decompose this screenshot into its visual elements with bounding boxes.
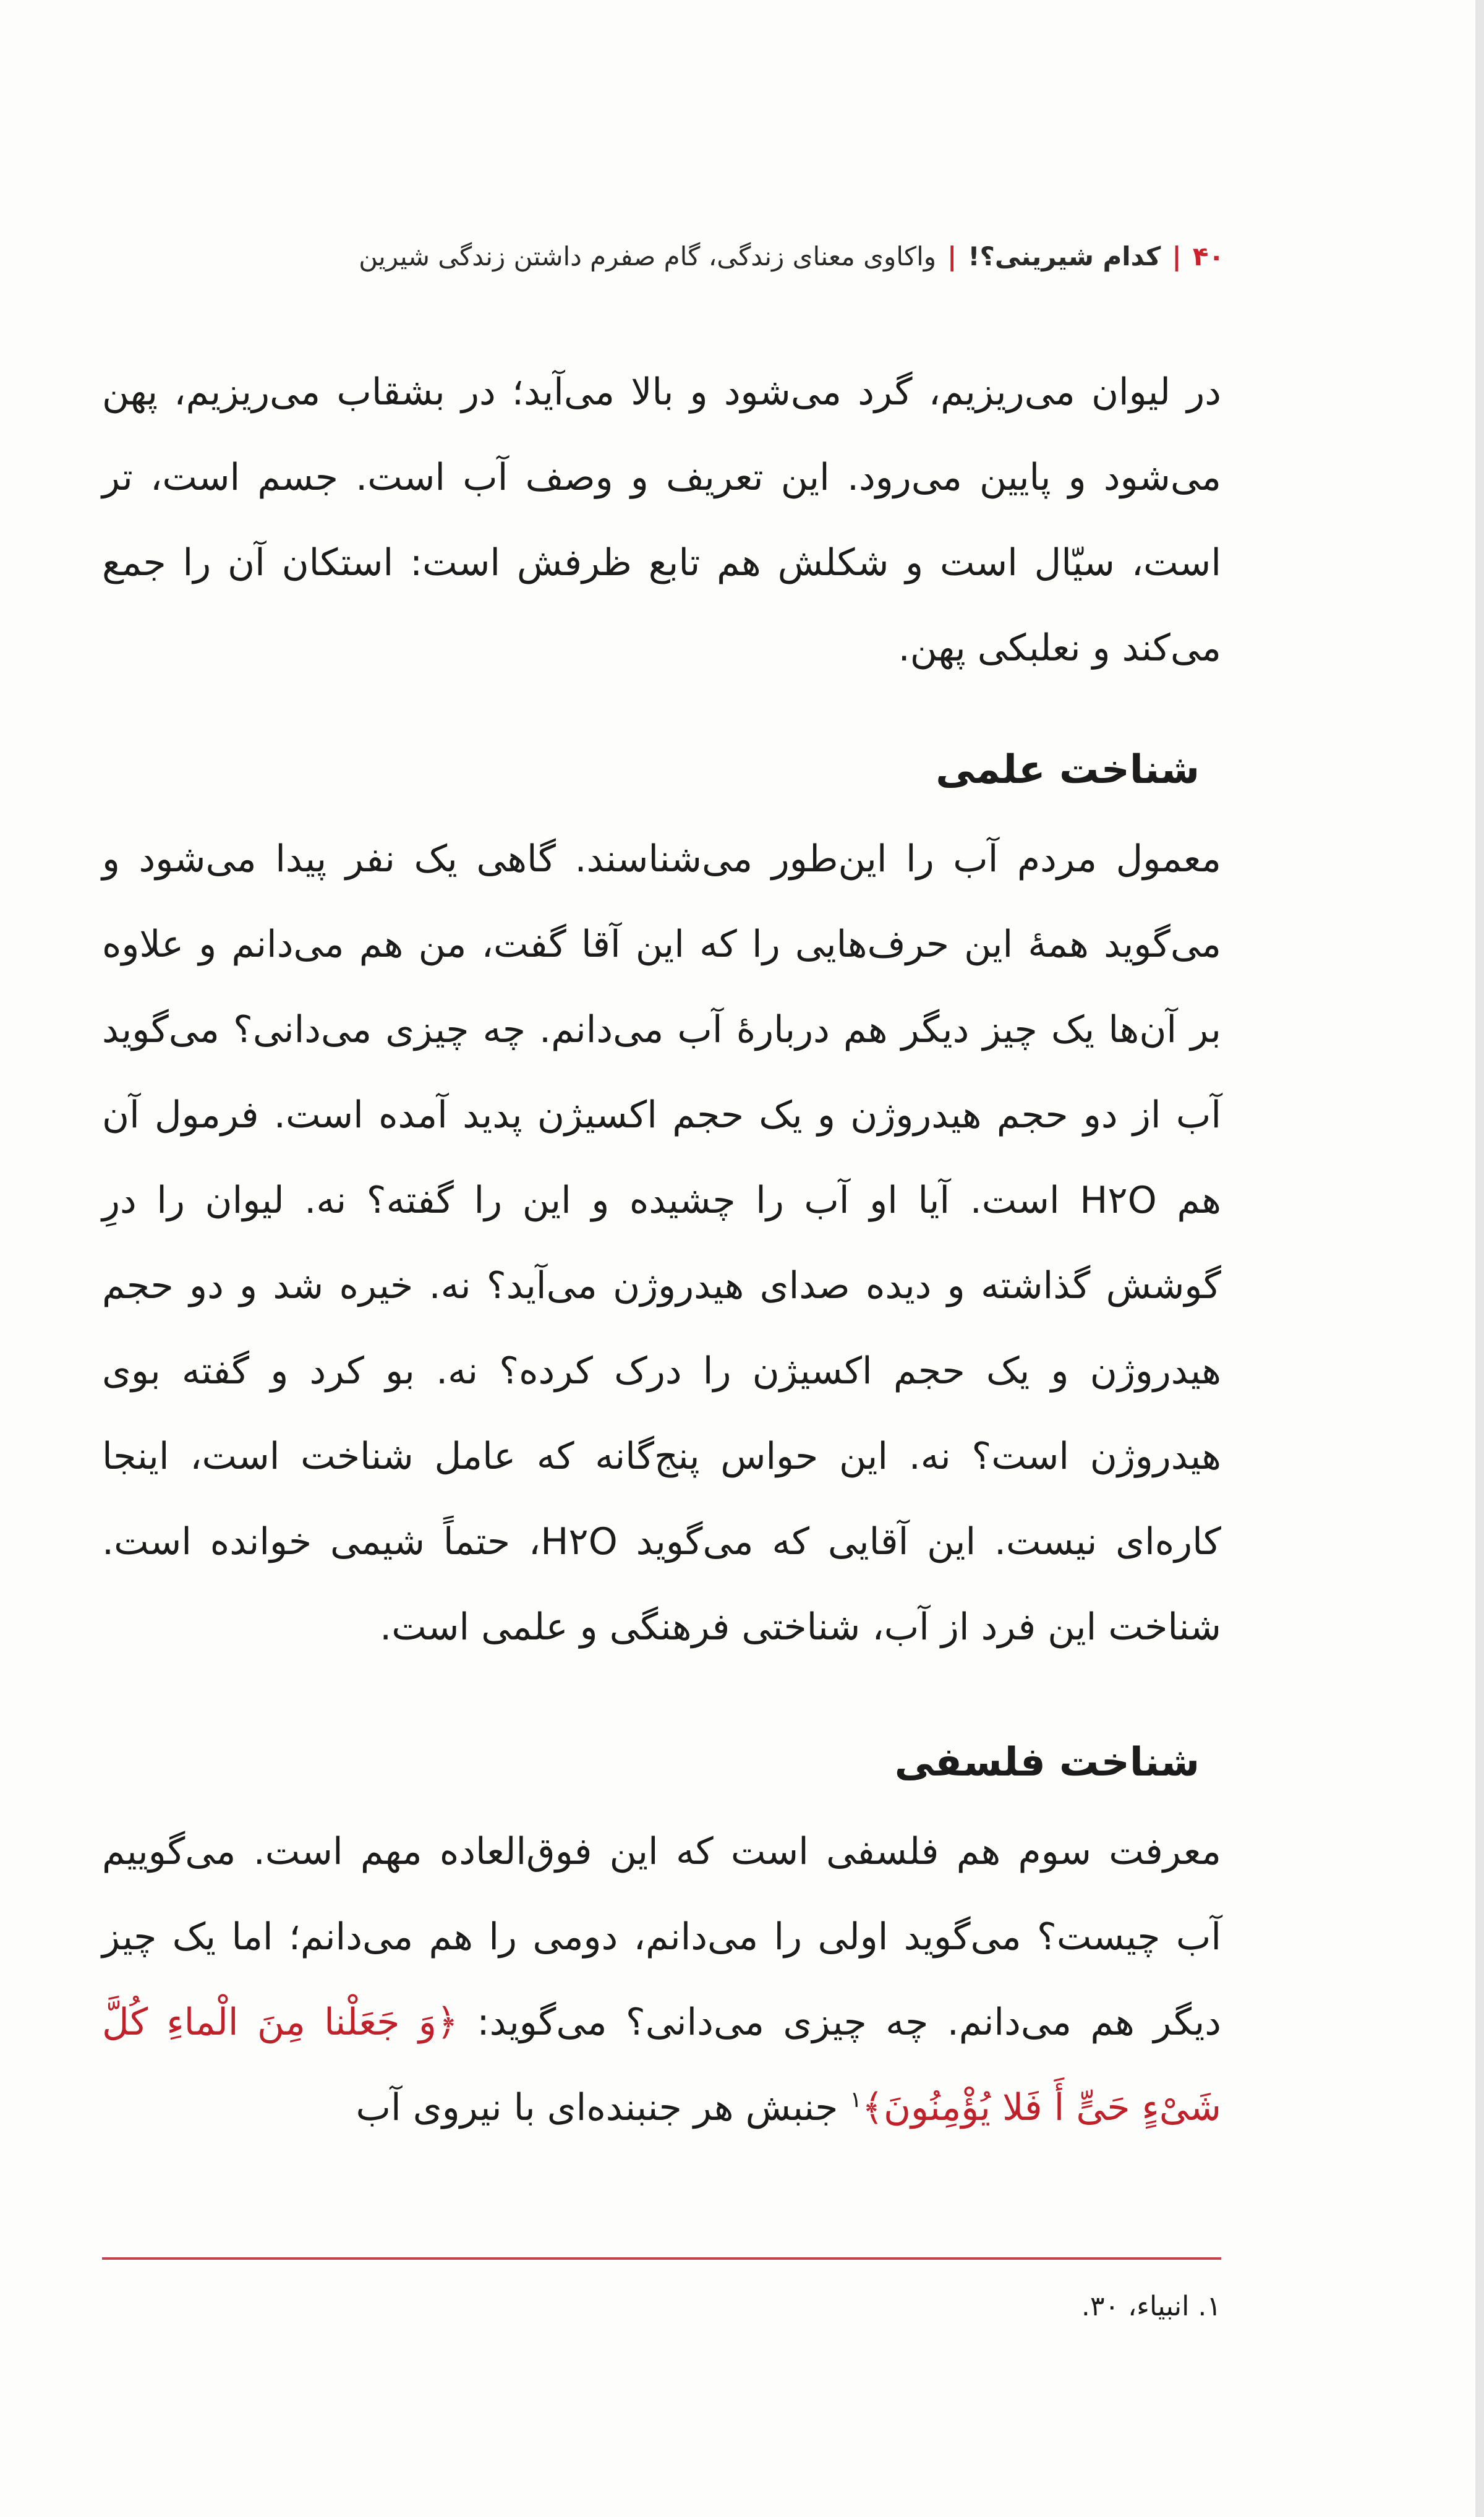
heading-philosophical-knowledge: شناخت فلسفی (894, 1740, 1200, 1785)
page-edge-shadow (1475, 0, 1484, 2517)
header-separator: | (947, 241, 957, 271)
footnote-divider (102, 2257, 1221, 2260)
paragraph-water-description: در لیوان می‌ریزیم، گرد می‌شود و بالا می‌آید؛ در بشقاب می‌ریزیم، پهن می‌شود و پایین می‌رود. این تعریف و وصف آب است. جسم است، تر است، سیّال است و شکلش هم تابع ظرفش است: استکان آن را جمع می‌کند و نعلبکی پهن. (102, 370, 1221, 670)
heading-scientific-knowledge: شناخت علمی (936, 747, 1200, 793)
paragraph-text: جنبش هر جنبنده‌ای با نیروی آب (356, 2086, 850, 2129)
book-title: کدام شیرینی؟! (968, 241, 1161, 271)
chapter-title: واکاوی معنای زندگی، گام صفرم داشتن زندگی شیرین (359, 241, 937, 271)
page-number: ۴۰ (1192, 241, 1224, 271)
paragraph-text: معرفت سوم هم فلسفی است که این فوق‌العاده مهم است. می‌گوییم آب چیست؟ می‌گوید اولی را می‌دانم، دومی را هم می‌دانم؛ اما یک چیز دیگر هم می‌دانم. چه چیزی می‌دانی؟ می‌گوید: (102, 1830, 1221, 2044)
header-separator: | (1172, 241, 1182, 271)
running-head (359, 235, 1224, 278)
quran-verse: ﴿وَ جَعَلْنا مِنَ الْماءِ کُلَّ شَیْ‌ءٍ حَیٍّ أَ فَلا یُؤْمِنُونَ﴾ (102, 2001, 1221, 2129)
footnote: ۱. انبیاء، ۳۰. (1081, 2291, 1221, 2322)
paragraph-philosophical-knowledge (102, 1809, 1221, 2150)
footnote-reference: ۱ (850, 2087, 862, 2113)
paragraph-scientific-knowledge: معمول مردم آب را این‌طور می‌شناسند. گاهی یک نفر پیدا می‌شود و می‌گوید همهٔ این حرف‌هایی را که این آقا گفت، من هم می‌دانم و علاوه بر آن‌ها یک چیز دیگر هم دربارهٔ آب می‌دانم. چه چیزی می‌دانی؟ می‌گوید آب از دو حجم هیدروژن و یک حجم اکسیژن پدید آمده است. فرمول آن هم H۲O است. آیا او آب را چشیده و این را گفته؟ نه. لیوان را درِ گوشش گذاشته و دیده صدای هیدروژن می‌آید؟ نه. خیره شد و دو حجم هیدروژن و یک حجم اکسیژن را درک کرده؟ نه. بو کرد و گفته بوی هیدروژن است؟ نه. این حواس پنج‌گانه که عامل شناخت است، اینجا کاره‌ای نیست. این آقایی که می‌گوید H۲O، حتماً شیمی خوانده است. شناخت این فرد از آب، شناختی فرهنگی و علمی است. (102, 837, 1221, 1649)
